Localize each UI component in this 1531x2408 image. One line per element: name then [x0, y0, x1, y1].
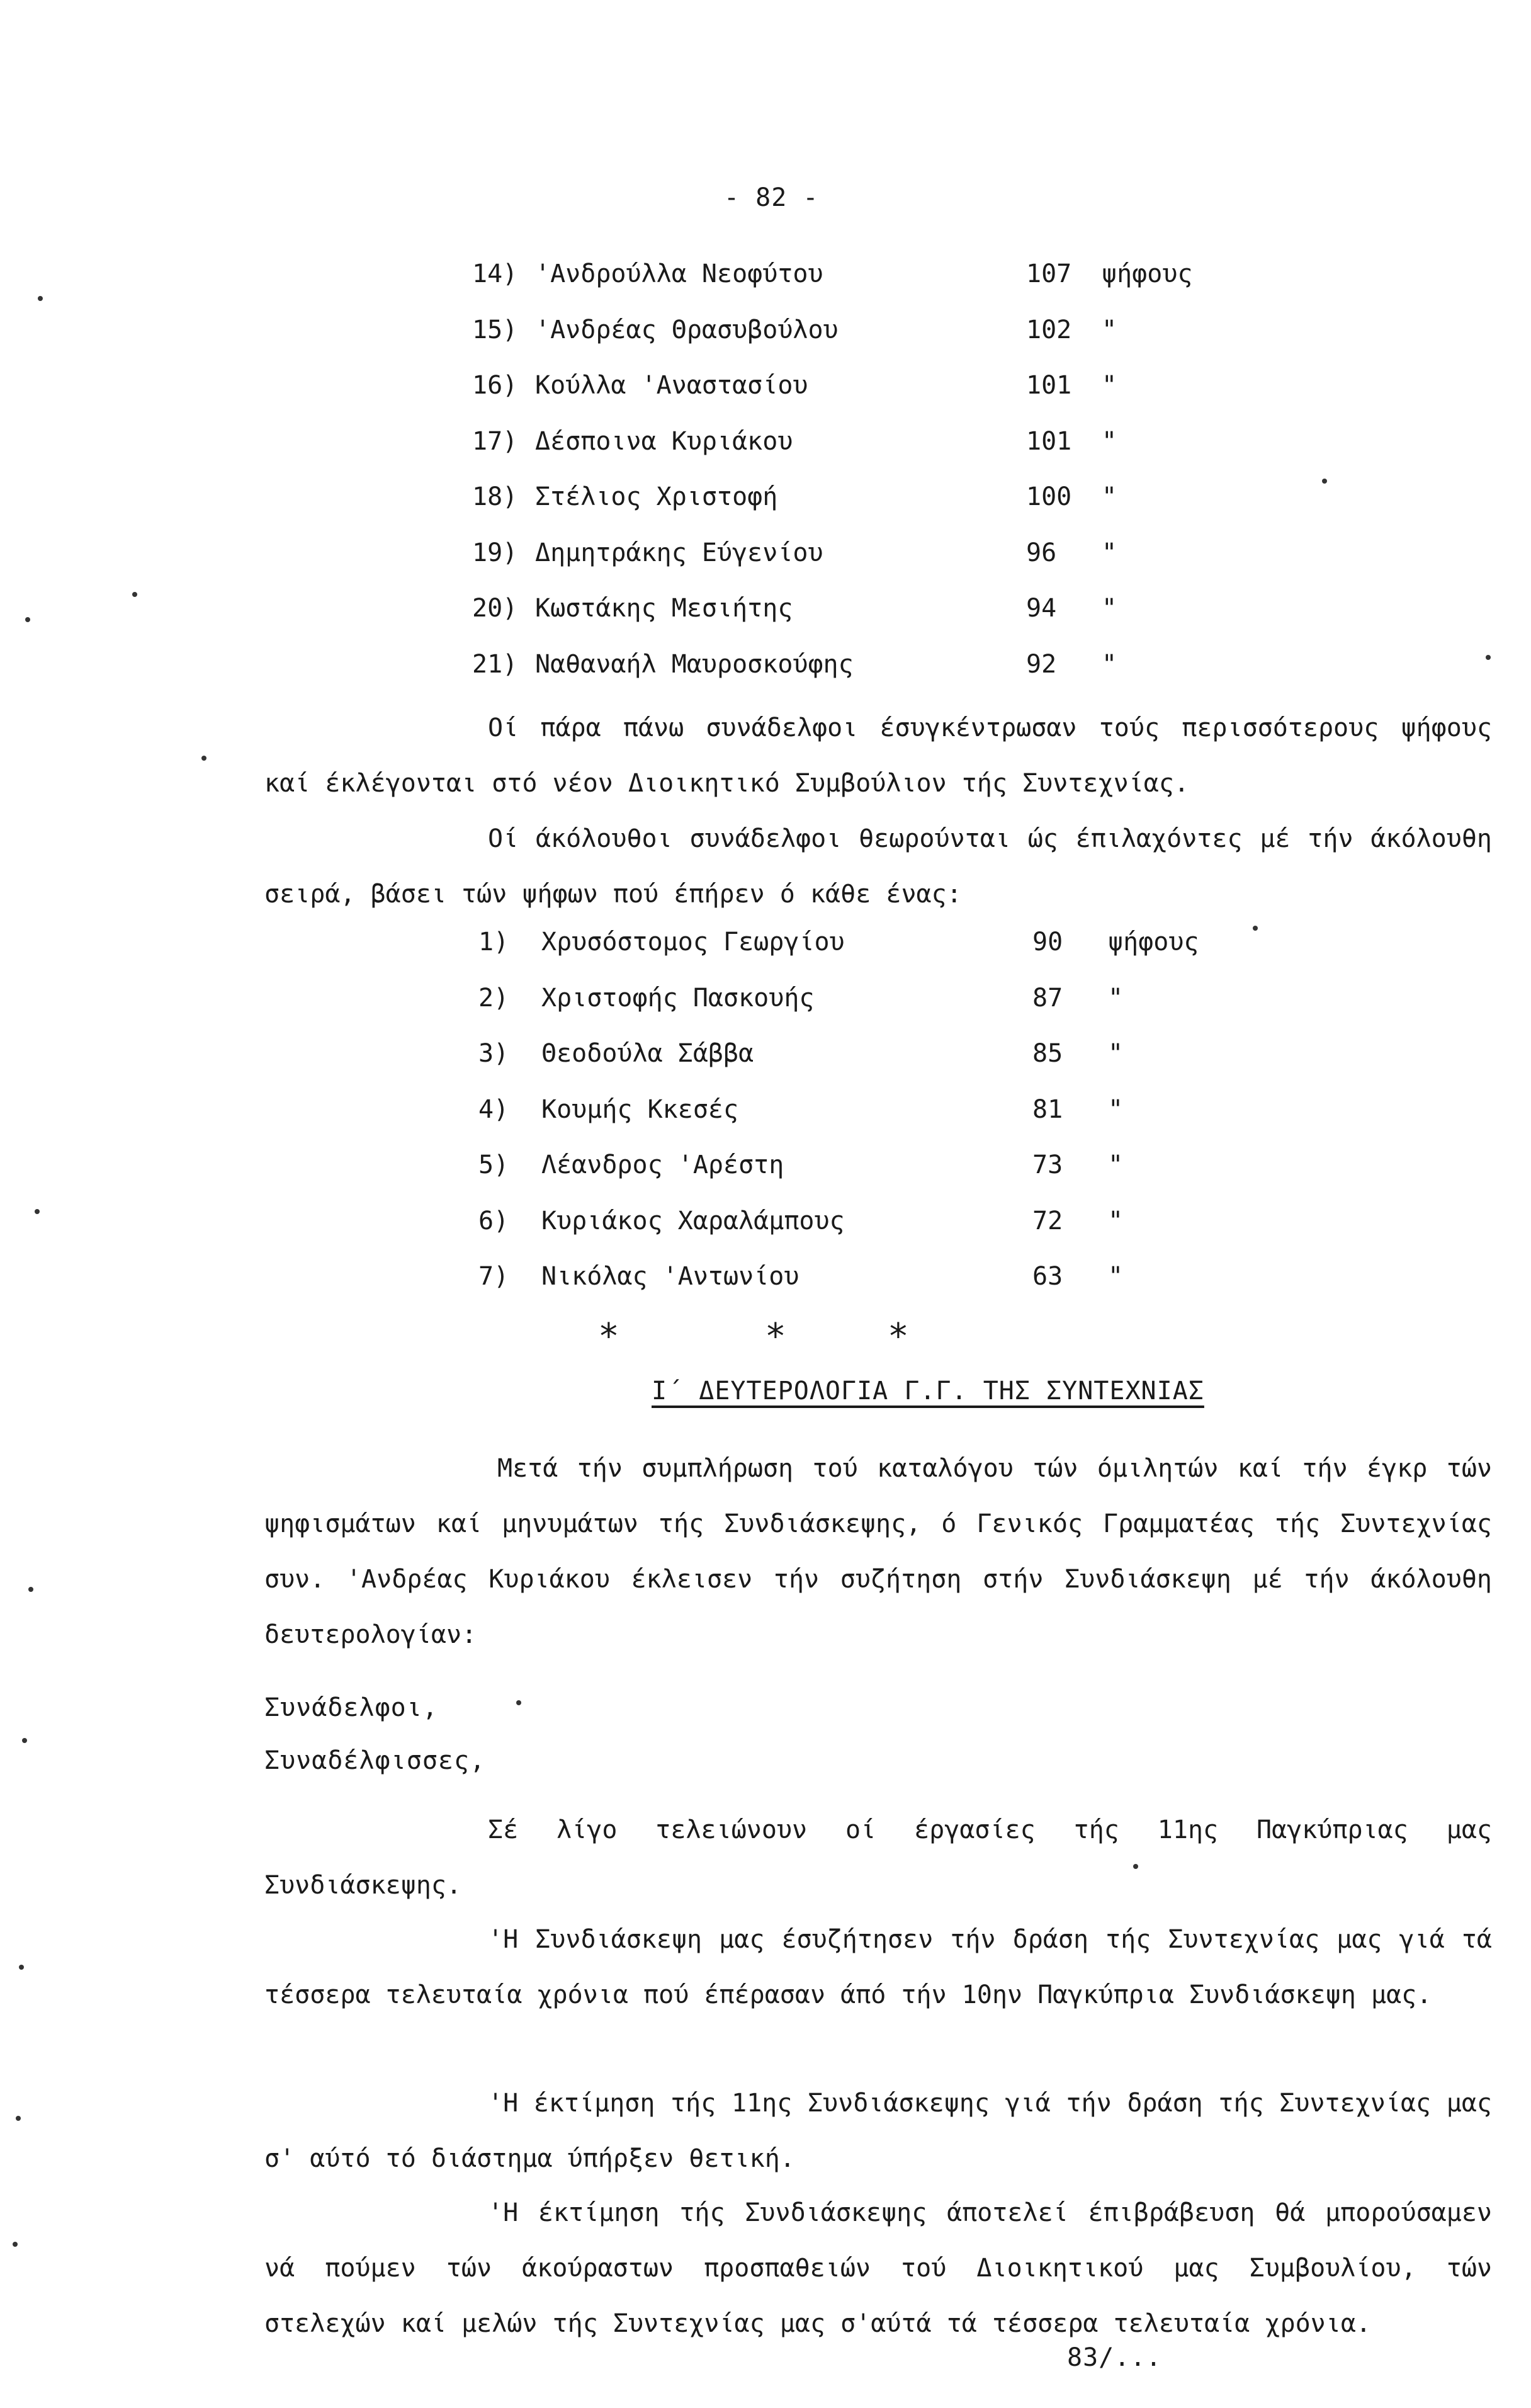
vote-count: 85: [1032, 1039, 1063, 1068]
vote-count: 87: [1032, 983, 1063, 1013]
vote-unit: ": [1102, 649, 1117, 679]
vote-unit: ": [1102, 426, 1117, 456]
greeting-female-colleagues: Συναδέλφισσες,: [264, 1746, 486, 1775]
vote-count: 92: [1026, 649, 1057, 679]
separator-star: *: [888, 1316, 909, 1357]
paragraph-2: [264, 1912, 1492, 2023]
scan-speck: [516, 1700, 521, 1705]
vote-unit: ": [1102, 315, 1117, 344]
scan-speck: [22, 1738, 27, 1743]
scan-speck: [19, 1965, 24, 1970]
scan-speck: [25, 617, 30, 622]
vote-count: 100: [1026, 482, 1072, 511]
paragraph-substitutes: [264, 811, 1492, 922]
vote-count: 72: [1032, 1206, 1063, 1235]
list-number: 20): [472, 594, 518, 623]
paragraph-1: [264, 1802, 1492, 1913]
scan-speck: [35, 1209, 40, 1214]
scan-speck: [1133, 1864, 1138, 1869]
member-name: Στέλιος Χριστοφή: [535, 482, 778, 511]
paragraph-2-text: 'Η Συνδιάσκεψη μας έσυζήτησεν τήν δράση τής Συντεχνίας μας γιά τά τέσσερα τελευταία χρόνια πού έπέρασαν άπό τήν 10ην Παγκύπρια Συνδιάσκεψη μας.: [264, 1925, 1492, 2009]
vote-count: 63: [1032, 1262, 1063, 1291]
scan-speck: [132, 592, 137, 597]
vote-unit: ": [1108, 983, 1124, 1013]
vote-count: 94: [1026, 594, 1057, 623]
list-number: 7): [478, 1262, 509, 1291]
member-name: 'Ανδρούλλα Νεοφύτου: [535, 259, 823, 288]
paragraph-4-text: 'Η έκτίμηση τής Συνδιάσκεψης άποτελεί έπιβράβευση θά μπορούσαμεν νά πούμεν τών άκούραστων προσπαθειών τού Διοικητικού μας Συμβουλίου, τών στελεχών καί μελών τής Συντεχνίας μας σ'αύτά τά τέσσερα τελευταία χρόνια.: [264, 2198, 1492, 2338]
vote-unit: ": [1108, 1262, 1124, 1291]
paragraph-4: [264, 2185, 1492, 2351]
vote-count: 107: [1026, 259, 1072, 288]
list-number: 15): [472, 315, 518, 344]
paragraph-intro: [264, 1441, 1492, 1662]
member-name: Κούλλα 'Αναστασίου: [535, 371, 808, 400]
vote-unit: ψήφους: [1108, 928, 1199, 957]
page-number: - 82 -: [724, 183, 819, 212]
member-name: Χριστοφής Πασκουής: [541, 983, 815, 1013]
vote-unit: ": [1108, 1150, 1124, 1179]
paragraph-1-text: Σέ λίγο τελειώνουν οί έργασίες τής 11ης Παγκύπριας μας Συνδιάσκεψης.: [264, 1815, 1492, 1900]
list-number: 6): [478, 1206, 509, 1235]
scan-speck: [201, 756, 206, 761]
member-name: Χρυσόστομος Γεωργίου: [541, 928, 845, 957]
paragraph-substitutes-text: Οί άκόλουθοι συνάδελφοι θεωρούνται ώς έπιλαχόντες μέ τήν άκόλουθη σειρά, βάσει τών ψήφων πού έπήρεν ό κάθε ένας:: [264, 824, 1492, 909]
greeting-colleagues: Συνάδελφοι,: [264, 1693, 438, 1722]
paragraph-elected-text: Οί πάρα πάνω συνάδελφοι έσυγκέντρωσαν τούς περισσότερους ψήφους καί έκλέγονται στό νέον Διοικητικό Συμβούλιον τής Συντεχνίας.: [264, 713, 1492, 798]
vote-count: 73: [1032, 1150, 1063, 1179]
member-name: Κουμής Κκεσές: [541, 1094, 739, 1124]
separator-star: *: [765, 1316, 786, 1357]
scan-speck: [1253, 926, 1258, 931]
list-number: 1): [478, 928, 509, 957]
vote-count: 101: [1026, 426, 1072, 456]
list-number: 17): [472, 426, 518, 456]
list-number: 14): [472, 259, 518, 288]
member-name: Ναθαναήλ Μαυροσκούφης: [535, 649, 854, 679]
section-heading: Ι΄ ΔΕΥΤΕΡΟΛΟΓΙΑ Γ.Γ. ΤΗΣ ΣΥΝΤΕΧΝΙΑΣ: [652, 1377, 1204, 1406]
vote-unit: ": [1102, 594, 1117, 623]
list-number: 18): [472, 482, 518, 511]
member-name: Λέανδρος 'Αρέστη: [541, 1150, 784, 1179]
vote-unit: ": [1108, 1094, 1124, 1124]
vote-unit: ψήφους: [1102, 259, 1193, 288]
vote-count: 96: [1026, 538, 1057, 567]
list-number: 2): [478, 983, 509, 1013]
list-number: 16): [472, 371, 518, 400]
member-name: Κυριάκος Χαραλάμπους: [541, 1206, 845, 1235]
vote-count: 81: [1032, 1094, 1063, 1124]
vote-unit: ": [1102, 371, 1117, 400]
scan-speck: [1322, 479, 1327, 484]
list-number: 21): [472, 649, 518, 679]
vote-unit: ": [1108, 1206, 1124, 1235]
member-name: Δέσποινα Κυριάκου: [535, 426, 793, 456]
scan-speck: [38, 296, 43, 301]
vote-unit: ": [1102, 538, 1117, 567]
scan-speck: [28, 1587, 33, 1592]
list-number: 19): [472, 538, 518, 567]
paragraph-3-text: 'Η έκτίμηση τής 11ης Συνδιάσκεψης γιά τήν δράση τής Συντεχνίας μας σ' αύτό τό διάστημα ύπήρξεν θετική.: [264, 2089, 1492, 2173]
member-name: Κωστάκης Μεσιήτης: [535, 594, 793, 623]
list-number: 4): [478, 1094, 509, 1124]
paragraph-3: [264, 2076, 1492, 2186]
member-name: Νικόλας 'Αντωνίου: [541, 1262, 799, 1291]
continuation-marker: 83/...: [1067, 2343, 1162, 2372]
scan-speck: [13, 2242, 18, 2247]
scan-speck: [16, 2116, 21, 2121]
member-name: Δημητράκης Εύγενίου: [535, 538, 823, 567]
separator-star: *: [598, 1316, 619, 1357]
list-number: 5): [478, 1150, 509, 1179]
paragraph-elected: [264, 700, 1492, 811]
vote-count: 101: [1026, 371, 1072, 400]
vote-count: 102: [1026, 315, 1072, 344]
vote-count: 90: [1032, 928, 1063, 957]
paragraph-intro-text: Μετά τήν συμπλήρωση τού καταλόγου τών όμιλητών καί τήν έγκρ τών ψηφισμάτων καί μηνυμάτων τής Συνδιάσκεψης, ό Γενικός Γραμματέας τής Συντεχνίας συν. 'Ανδρέας Κυριάκου έκλεισεν τήν συζήτηση στήν Συνδιάσκεψη μέ τήν άκόλουθη δευτερολογίαν:: [264, 1454, 1492, 1649]
vote-unit: ": [1108, 1039, 1124, 1068]
member-name: 'Ανδρέας Θρασυβούλου: [535, 315, 839, 344]
list-number: 3): [478, 1039, 509, 1068]
member-name: Θεοδούλα Σάββα: [541, 1039, 754, 1068]
scan-speck: [1486, 655, 1491, 660]
vote-unit: ": [1102, 482, 1117, 511]
